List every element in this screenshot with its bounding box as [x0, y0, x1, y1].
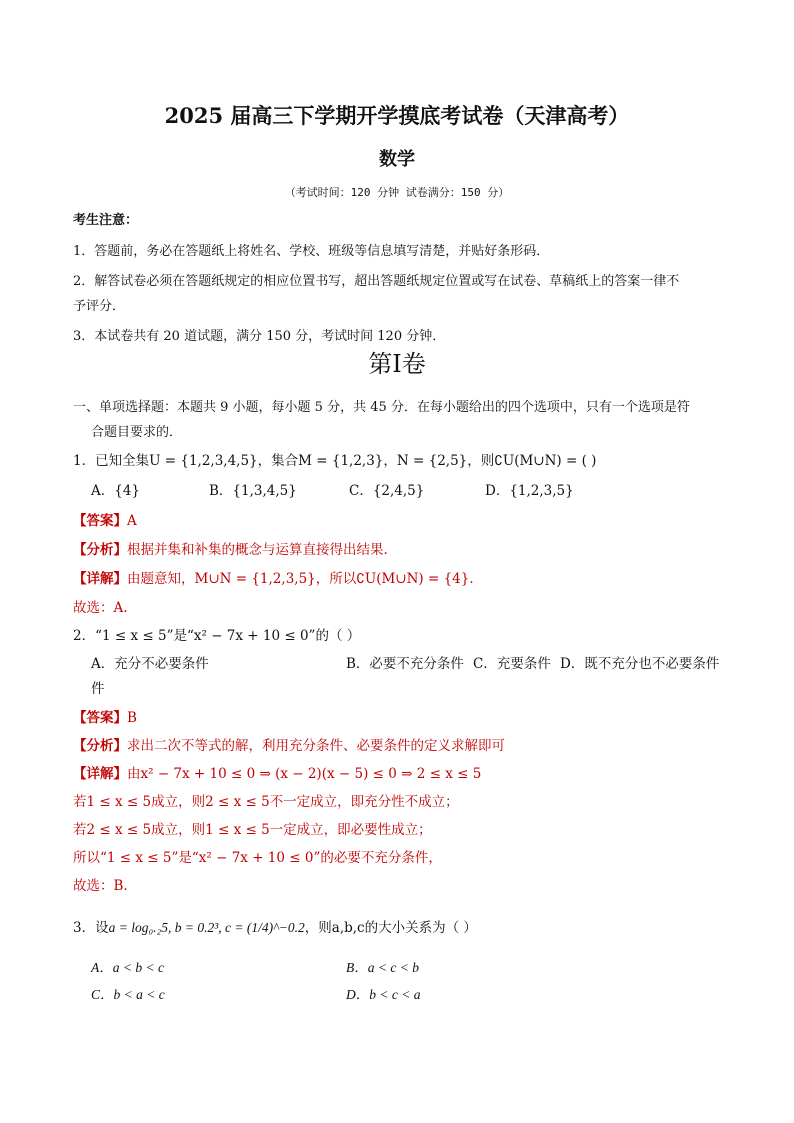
section-title: 第Ⅰ卷 — [368, 350, 426, 378]
analysis-tag: 【分析】 — [73, 542, 127, 558]
detail-extra-line: 所以“1 ≤ x ≤ 5”是“x² − 7x + 10 ≤ 0”的必要不充分条件， — [73, 850, 442, 866]
exam-title: 2025 届高三下学期开学摸底考试卷（天津高考） — [164, 103, 630, 128]
detail-extra-line: 若1 ≤ x ≤ 5成立，则2 ≤ x ≤ 5不一定成立，即充分性不成立； — [73, 794, 459, 810]
option-d: D．{1,2,3,5} — [485, 483, 574, 499]
notice-item: 予评分． — [73, 299, 126, 314]
analysis-text: 求出二次不等式的解，利用充分条件、必要条件的定义求解即可 — [127, 738, 505, 754]
notice-heading: 考生注意： — [73, 213, 139, 228]
analysis-line — [73, 734, 733, 759]
subject-title: 数学 — [379, 149, 415, 170]
instruction-line: 合题目要求的． — [91, 425, 183, 440]
section-instruction — [73, 395, 733, 445]
notice-item: 1．答题前，务必在答题纸上将姓名、学校、班级等信息填写清楚，并贴好条形码． — [73, 244, 550, 259]
option-d: D．既不充分也不必要条件 — [560, 656, 720, 672]
instruction-line: 一、单项选择题：本题共 9 小题，每小题 5 分，共 45 分．在每小题给出的四个选项中，只有一个选项是符 — [73, 400, 690, 415]
notice-section — [73, 208, 733, 349]
option-c: C．{2,4,5} — [349, 483, 425, 499]
detail-line — [73, 567, 733, 592]
notice-item: 3．本试卷共有 20 道试题，满分 150 分，考试时间 120 分钟． — [73, 329, 446, 344]
answer-value: A — [127, 513, 137, 529]
question-stem: 2．“1 ≤ x ≤ 5”是“x² − 7x + 10 ≤ 0”的（ ） — [73, 628, 361, 644]
answer-line — [73, 509, 733, 534]
question-stem: 1．已知全集U = {1,2,3,4,5}，集合M = {1,2,3}，N = {2,5}，则∁U(M∪N) = ( ) — [73, 453, 597, 469]
detail-extra-line: 若2 ≤ x ≤ 5成立，则1 ≤ x ≤ 5一定成立，即必要性成立； — [73, 822, 432, 838]
question-stem — [73, 915, 733, 941]
question-1 — [73, 449, 733, 621]
answer-tag: 【答案】 — [73, 513, 127, 529]
detail-text: 由题意知，M∪N = {1,2,3,5}，所以∁U(M∪N) = {4}． — [127, 571, 483, 587]
analysis-tag: 【分析】 — [73, 738, 127, 754]
question-options — [73, 982, 733, 1007]
option-d: D．b < c < a — [346, 987, 421, 1002]
question-3 — [73, 915, 733, 1007]
answer-value: B — [127, 710, 137, 726]
analysis-text: 根据并集和补集的概念与运算直接得出结果. — [127, 542, 388, 558]
conclusion: 故选：B. — [73, 878, 128, 894]
time-info: （考试时间：120 分钟 试卷满分：150 分） — [284, 186, 510, 199]
option-b: B．必要不充分条件 — [346, 656, 464, 672]
detail-line — [73, 762, 733, 787]
detail-text: 由x² − 7x + 10 ≤ 0 ⇒ (x − 2)(x − 5) ≤ 0 ⇒ 2 ≤ x ≤ 5 — [127, 766, 482, 782]
option-c: C．充要条件 — [473, 656, 551, 672]
stem-math: a = log₀.₂5, b = 0.2³, c = (1/4)^−0.2 — [108, 920, 305, 935]
question-2 — [73, 624, 733, 899]
detail-tag: 【详解】 — [73, 571, 127, 587]
option-a: A．a < b < c — [91, 960, 164, 975]
option-c: C．b < a < c — [91, 987, 165, 1002]
answer-tag: 【答案】 — [73, 710, 127, 726]
conclusion: 故选：A. — [73, 600, 128, 616]
answer-line — [73, 706, 733, 731]
question-options — [73, 479, 733, 504]
option-b: B．{1,3,4,5} — [209, 483, 297, 499]
detail-tag: 【详解】 — [73, 766, 127, 782]
stem-suffix: ，则a,b,c的大小关系为（ ） — [304, 920, 477, 936]
question-options — [73, 955, 733, 980]
option-wrap: 件 — [91, 681, 105, 697]
stem-prefix: 3．设 — [73, 920, 109, 936]
notice-item: 2．解答试卷必须在答题纸规定的相应位置书写，超出答题纸规定位置或写在试卷、草稿纸上的答案一律不 — [73, 274, 680, 289]
option-a: A．充分不必要条件 — [91, 656, 209, 672]
option-a: A．{4} — [91, 483, 141, 499]
question-options — [73, 652, 733, 677]
option-b: B．a < c < b — [346, 960, 419, 975]
analysis-line — [73, 538, 733, 563]
